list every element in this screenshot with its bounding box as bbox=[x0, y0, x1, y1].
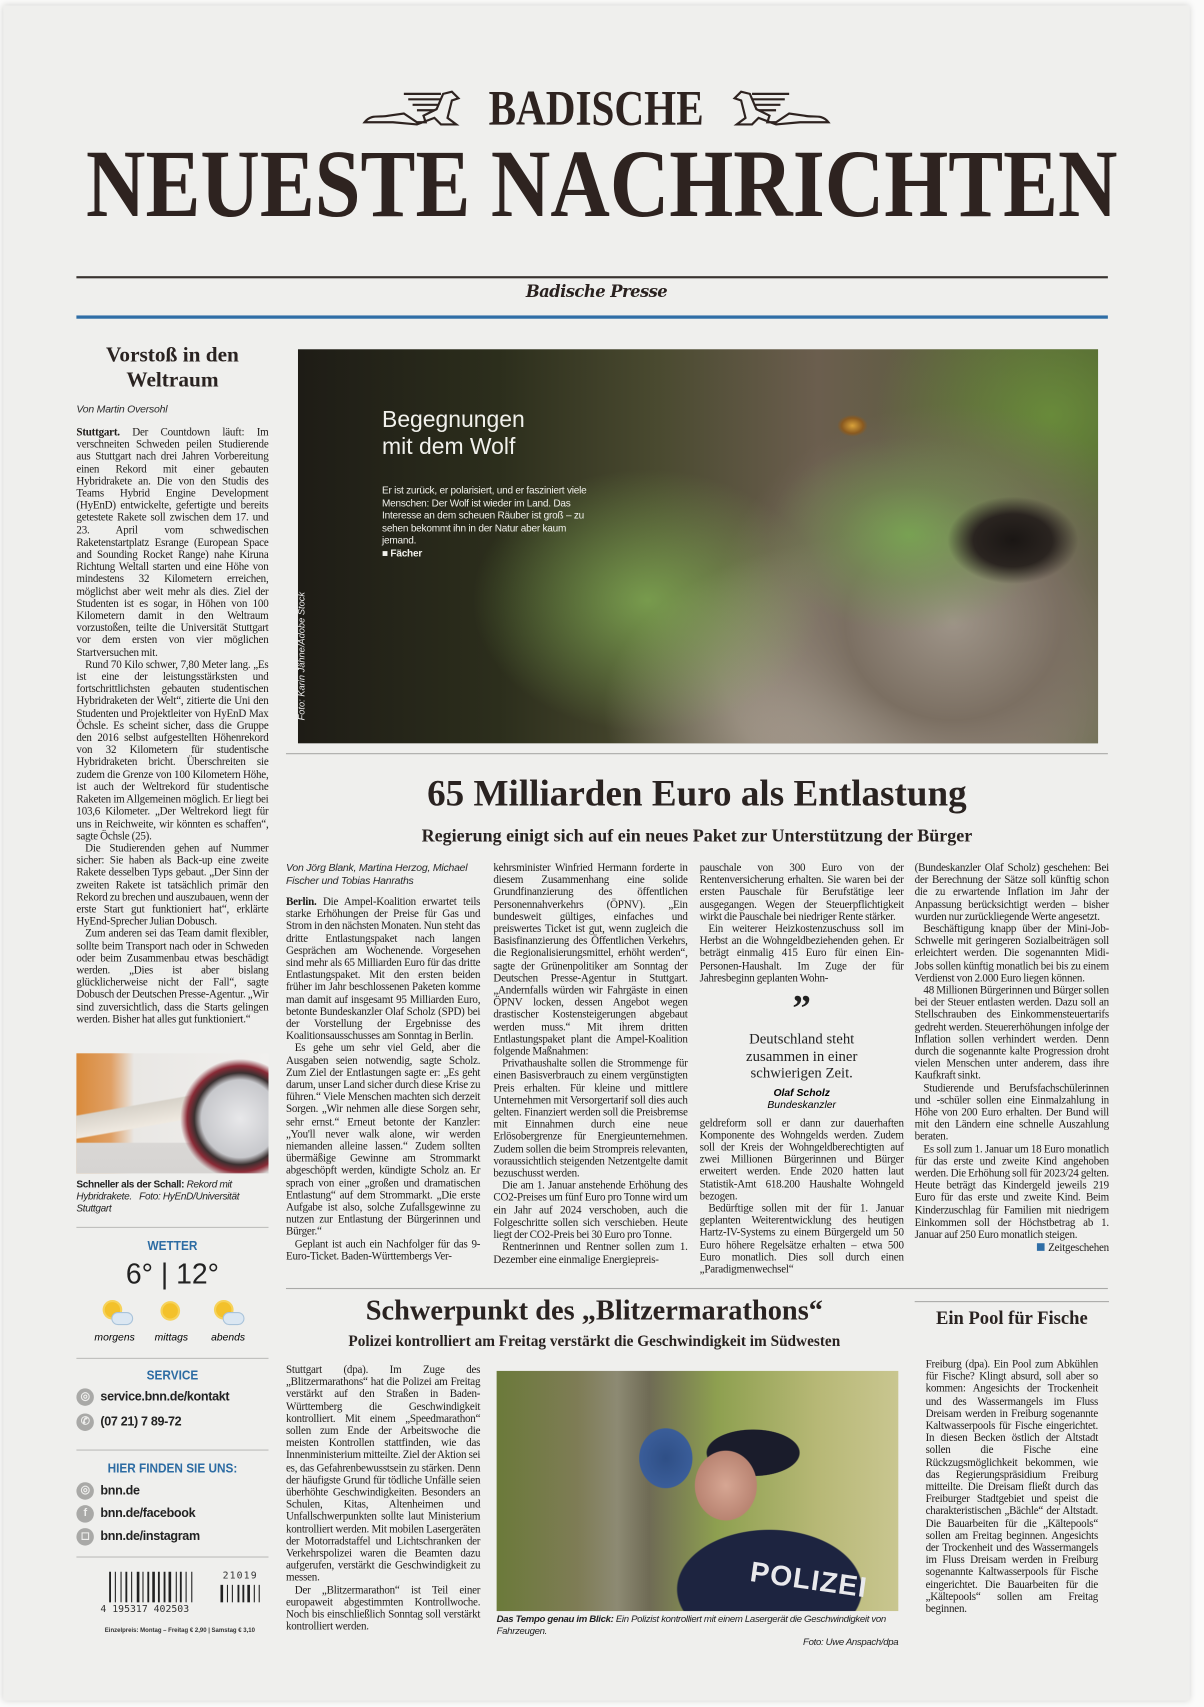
lead-column-1-text: Berlin. Die Ampel-Koalition erwartet teils starke Erhöhungen der Preise für Gas und Strom in den nächsten Monaten. Nun steht das dritte Entlastungspaket nach langen Gesprächen am Wochenende. Vorgesehen sind mehr als 65 Milliarden Euro für das dritte Entlastungspaket. Mit den ersten beiden früher im Jahr beschlossenen Paketen komme man damit auf insgesamt 95 Milliarden Euro, betonte Bundeskanzler Olaf Scholz (SPD) bei der Vorstellung der Ergebnisse des Koalitionsausschusses am Sonntag in Berlin. Es gehe um sehr viel Geld, aber die Ausgaben seien notwendig, sagte Scholz. Zum Ziel der Entlastungen sagte er: „Es geht darum, unser Land sicher durch diese Krise zu führen.“ Viele Menschen machten sich derzeit Sorgen. „Wir nehmen alle diese Sorgen sehr, sehr ernst.“ Erneut betonte der Kanzler: „You'll never walk alone, wir werden niemanden alleine lassen.“ Zudem sollten übermäßige Gewinne am Strommarkt abgeschöpft werden, kündigte Scholz an. Er sprach von einer „großen und dramatischen Entlastung“ auf dem Strommarkt. „Die erste Aufgabe ist also, solche Zufallsgewinne zu nutzen zur Entlastung der Bürgerinnen und Bürger.“ Geplant ist auch ein Nachfolger für das 9-Euro-Ticket. Baden-Württembergs Ver- bbox=[285, 896, 481, 1263]
wolf-teaser-title: Begegnungen mit dem Wolf bbox=[382, 407, 525, 460]
barcode-bar bbox=[254, 1585, 255, 1602]
wolf-photo-credit: Foto: Karin Jähne/Adobe Stock bbox=[295, 591, 307, 721]
price-info: Einzelpreis: Montag – Freitag € 2,90 | Samstag € 3,10 bbox=[104, 1627, 255, 1634]
globe-icon: ◎ bbox=[76, 1482, 93, 1499]
divider bbox=[76, 1556, 268, 1557]
left-article-body: Stuttgart. Der Countdown läuft: Im verschneiten Schweden peilen Studierende aus Stuttgart nach drei Jahren Vorbereitung einen Rekord mit einer gebauten Hybridrakete an. Die von den Studis des Teams Hybrid Engine Development (HyEnD) entwickelte, gefertigte und bereits getestete Rakete soll zwischen dem 17. und 23. April vom schwedischen Raketenstartplatz Esrange (European Space and Sounding Rocket Range) nahe Kiruna Richtung Weltall starten und eine Höhe von mindestens 32 Kilometern erreichen, möglichst aber weit mehr als dies. Ziel der Studenten ist es sogar, in Höhen von 100 Kilometern damit in den Weltraum vorzustoßen, teilte die Universität Stuttgart vor dem ersten von vier möglichen Startversuchen mit. Rund 70 Kilo schwer, 7,80 Meter lang. „Es ist eine der leistungsstärksten und fortschrittlichsten gebauten studentischen Hybridraketen der Welt“, zitierte die Uni den Studenten und Projektleiter von HyEnD Max Öchsle. Es scheint sicher, dass die Gruppe den 2016 selbst aufgestellten Höhenrekord von 32 Kilometern für studentische Hybridraketen bricht. Überschreiten sie zudem die Grenze von 100 Kilometern Höhe, ist auch der Weltrekord für studentische Raketen im Allgemeinen möglich. Er liegt bei 103,6 Kilometer. „Der Weltrekord liegt für uns in Reichweite, wir könnten es schaffen“, sagte Öchsle (25). Die Studierenden gehen auf Nummer sicher: Sie haben als Back-up eine zweite Rakete desselben Typs gebaut. „Der Sinn der zweiten Rakete ist tatsächlich primär den Rekord zu brechen und auszubauen, wenn der erste Start gut funktioniert hat“, erklärte HyEnd-Sprecher Julian Dobusch. Zum anderen sei das Team damit flexibler, sollte beim Transport nach oder in Schweden oder beim Zusammenbau etwas beschädigt werden. „Dies ist aber bislang glücklicherweise nicht der Fall“, sagte Dobusch der Deutschen Presse-Agentur. „Wir sind zuversichtlich, dass die Starts gelingen werden. Bisher hat alles gut funktioniert.“ bbox=[76, 426, 269, 1026]
instagram-icon: ◻ bbox=[76, 1528, 93, 1545]
barcode-bar bbox=[227, 1585, 228, 1602]
divider bbox=[915, 1301, 1109, 1302]
lead-headline: 65 Milliarden Euro als Entlastung bbox=[427, 773, 967, 815]
barcode-bar bbox=[158, 1572, 160, 1603]
barcode-bar bbox=[176, 1572, 177, 1603]
wolf-teaser-text: Er ist zurück, er polarisiert, und er fasziniert viele Menschen: Der Wolf ist wieder im Land. Das Interesse an dem scheuen Räuber ist groß – zu sehen bekommt ihn in der Natur aber kaum jemand. ■ Fächer bbox=[382, 485, 589, 561]
lead-column-1 bbox=[286, 862, 480, 1263]
find-us-title: HIER FINDEN SIE UNS: bbox=[107, 1460, 238, 1476]
lead-byline: Von Jörg Blank, Martina Herzog, Michael Fischer und Tobias Hanraths bbox=[285, 862, 468, 887]
wolf-teaser[interactable] bbox=[295, 349, 1098, 743]
barcode-bar bbox=[115, 1572, 116, 1603]
wolf-teaser-section: ■ Fächer bbox=[382, 547, 423, 559]
blitzer-body: Stuttgart (dpa). Im Zuge des „Blitzermarathons“ hat die Polizei am Freitag verstärkt auf den Straßen in Baden-Württemberg die Geschwindigkeit kontrolliert. Mit einem „Speedmarathon“ sollen zum Ende der Arbeitswoche die meisten Kontrollen stattfinden, wie das Innenministerium mitteilte. Ziel der Aktion sei es, das Gefahrenbewusstsein zu stärken. Denn der häufigste Grund für tödliche Unfälle seien überhöhte Geschwindigkeiten. Besonders an Schulen, Kitas, Altenheimen und Unfallschwerpunkten sollte laut Ministerium kontrolliert werden. Mit mobilen Lasergeräten der Motorradstaffel und Lichtschranken der Verkehrspolizei waren die Beamten dazu aufgerufen, verstärkt die Geschwindigkeit zu messen. Der „Blitzermarathon“ ist Teil einer europaweit abgestimmten Kontrollwoche. Noch bis einschließlich Sonntag soll verstärkt kontrolliert werden. bbox=[285, 1364, 481, 1634]
police-photo bbox=[497, 1371, 899, 1611]
masthead-rule bbox=[76, 276, 1107, 278]
barcode-bar bbox=[164, 1572, 166, 1603]
lead-column-3 bbox=[700, 862, 904, 1276]
quote-role: Bundeskanzler bbox=[767, 1098, 837, 1111]
service-phone[interactable]: ✆ (07 21) 7 89-72 bbox=[76, 1413, 181, 1430]
barcode-number: 4 195317 402503 bbox=[100, 1604, 190, 1616]
service-contact-link[interactable]: ◎ service.bnn.de/kontakt bbox=[76, 1388, 229, 1405]
divider bbox=[76, 1358, 268, 1359]
barcode-bar bbox=[137, 1572, 140, 1603]
section-tag[interactable]: Zeitgeschehen bbox=[915, 1242, 1109, 1254]
facebook-link[interactable]: f bnn.de/facebook bbox=[76, 1505, 195, 1522]
left-article-title: Vorstoß in den Weltraum bbox=[106, 343, 239, 392]
barcode-bar bbox=[186, 1572, 187, 1603]
barcode-bar bbox=[259, 1585, 260, 1602]
masthead-title: NEUESTE NACHRICHTEN bbox=[86, 132, 1118, 238]
sun-cloud-icon bbox=[96, 1299, 140, 1325]
barcode-bar bbox=[242, 1585, 244, 1602]
barcode-bar bbox=[169, 1572, 172, 1603]
divider bbox=[76, 1450, 268, 1451]
lead-column-4: (Bundeskanzler Olaf Scholz) geschehen: Bei der Berechnung der Sätze soll künftig schon die zu erwartende Inflation im Jahr der Anpassung berücksichtigt werden – bisher wurden nur zurückliegende Werte angesetzt. Beschäftigung knapp über der Mini-Job-Schwelle mit geringeren Sozialbeiträgen soll erleichtert werden. Die sogenannten Midi-Jobs sollen künftig monatlich bei bis zu einem Verdienst von 2.000 Euro liegen können. 48 Millionen Bürgerinnen und Bürger sollen bei der Steuer entlasten werden. Dazu soll an Stellschrauben des Einkommensteuertarifs gedreht werden. Steuererhöhungen infolge der Inflation sollen verhindert werden. Denn durch die sogenannte kalte Progression droht vielen Menschen unter anderem, dass ihre Kaufkraft sinkt. Studierende und Berufsfachschülerinnen und -schüler sollen eine Einmalzahlung in Höhe von 200 Euro erhalten. Der Bund will mit den Ländern eine schnelle Auszahlung beraten. Es soll zum 1. Januar um 18 Euro monatlich für das erste und zweite Kind angehoben werden. Die Erhöhung soll für 2023/24 gelten. Heute beträgt das Kindergeld jeweils 219 Euro für das erste und zweite Kind. Beim Kinderzuschlag für Familien mit niedrigem Einkommen soll der Höchstbetrag ab 1. Januar auf 250 Euro monatlich steigen. Zeitgeschehen bbox=[914, 862, 1109, 1255]
barcode-bar bbox=[232, 1585, 233, 1602]
quote-mark-icon: ” bbox=[792, 988, 811, 1030]
weather-period-morning: morgens bbox=[94, 1331, 135, 1344]
blitzer-headline: Schwerpunkt des „Blitzermarathons“ bbox=[365, 1294, 823, 1327]
rocket-caption: Schneller als der Schall: Rekord mit Hybridrakete. Foto: HyEnD/Universität Stuttgart bbox=[76, 1178, 240, 1214]
weather-period-evening: abends bbox=[211, 1331, 246, 1344]
barcode-bar bbox=[125, 1572, 127, 1603]
pool-body: Freiburg (dpa). Ein Pool zum Abkühlen für Fische? Klingt absurd, soll aber so kommen: Angesichts der Trockenheit und des Wassermangels im Fluss Dreisam werden in Freiburg sogenannte Kaltwasserpools für Fische eingerichtet. In diesen Becken östlich der Altstadt sollen die Fische eine Rückzugsmöglichkeit bekommen, wie das Regierungspräsidium Freiburg mitteilte. Die Dreisam fließt durch das Freiburger Stadtgebiet und speist die charakteristischen „Bächle“ der Altstadt. Die Bauarbeiten für die „Kältepools“ sollen am Freitag beginnen. Angesichts der Trockenheit und des Wassermangels im Fluss Dreisam werden in Freiburg sogenannte Kaltwasserpools für Fische eingerichtet. Die Bauarbeiten für die „Kältepools“ sollen am Freitag beginnen. bbox=[925, 1358, 1099, 1616]
globe-icon: ◎ bbox=[76, 1388, 93, 1405]
instagram-link[interactable]: ◻ bnn.de/instagram bbox=[76, 1528, 199, 1545]
quote-author: Olaf Scholz bbox=[773, 1086, 830, 1099]
police-caption: Das Tempo genau im Blick: Ein Polizist kontrolliert mit einem Lasergerät die Geschwindigkeit von Fahrzeugen. Foto: Uwe Anspach/dpa bbox=[496, 1613, 899, 1648]
barcode-bar bbox=[109, 1572, 111, 1603]
barcode-addon-number: 21019 bbox=[222, 1570, 258, 1582]
left-article-byline: Von Martin Oversohl bbox=[76, 403, 168, 416]
subbrand-logo: Badische Presse bbox=[525, 281, 668, 302]
blitzer-subheadline: Polizei kontrolliert am Freitag verstärkt die Geschwindigkeit im Südwesten bbox=[348, 1333, 841, 1351]
square-icon bbox=[1037, 1244, 1045, 1252]
barcode-bar bbox=[238, 1585, 240, 1602]
barcode-bar bbox=[147, 1572, 149, 1603]
lead-subheadline: Regierung einigt sich auf ein neues Paket zur Unterstützung der Bürger bbox=[421, 825, 973, 846]
barcode-bar bbox=[220, 1585, 223, 1602]
pool-title: Ein Pool für Fische bbox=[935, 1307, 1088, 1329]
barcode-bar bbox=[152, 1572, 155, 1603]
sun-cloud-icon bbox=[211, 1299, 255, 1325]
divider bbox=[76, 1227, 268, 1228]
barcode-bar bbox=[180, 1572, 182, 1603]
service-title: SERVICE bbox=[146, 1367, 199, 1383]
barcode-bar bbox=[121, 1572, 122, 1603]
masthead-blue-rule bbox=[76, 315, 1107, 318]
barcode-bar bbox=[247, 1585, 250, 1602]
barcode-bar bbox=[131, 1572, 132, 1603]
barcode-addon bbox=[220, 1585, 270, 1602]
website-link[interactable]: ◎ bnn.de bbox=[76, 1482, 139, 1499]
quote-text: Deutschland steht zusammen in einer schwierigen Zeit. bbox=[746, 1030, 858, 1081]
facebook-icon: f bbox=[76, 1505, 93, 1522]
divider bbox=[286, 1288, 1108, 1289]
phone-icon: ✆ bbox=[76, 1413, 93, 1430]
barcode bbox=[109, 1572, 207, 1603]
police-photo-credit: Foto: Uwe Anspach/dpa bbox=[803, 1636, 899, 1648]
lead-column-3-top: pauschale von 300 Euro von der Rentenversicherung erhalten. Sie waren bei der ersten Pauschale für Berufstätige leer ausgegangen. Wegen der Steuerpflichtigkeit wirkt die Pauschale bei niedriger Rente stärker. Ein weiterer Heizkostenzuschuss soll im Herbst an die Wohngeldbeziehenden gehen. Er beträgt einmalig 415 Euro für einen Ein-Personen-Haushalt. Im Zuge der für Jahresbeginn geplanten Wohn- bbox=[699, 862, 904, 985]
divider bbox=[286, 753, 1108, 754]
barcode-bar bbox=[142, 1572, 143, 1603]
rocket-photo bbox=[76, 1053, 268, 1173]
weather-temperatures: 6° | 12° bbox=[125, 1257, 220, 1291]
masthead-line1: BADISCHE bbox=[488, 79, 705, 136]
weather-title: WETTER bbox=[147, 1237, 198, 1254]
polizei-lettering: POLIZEI bbox=[748, 1554, 870, 1604]
pull-quote bbox=[719, 988, 884, 1111]
barcode-bar bbox=[191, 1572, 192, 1603]
lead-column-3-bottom: geldreform soll er dann zur dauerhaften Komponente des Wohngelds werden. Zudem soll der Kreis der Wohngeldberechtigten auf zwei Millionen Bürgerinnen und Bürger erweitert werden. Ende 2020 hatten laut Statistik-Amt 618.200 Haushalte Wohngeld bezogen. Bedürftige sollen mit der für 1. Januar geplanten Weiterentwicklung des heutigen Hartz-IV-Systems zu einem Bürgergeld um 50 Euro höhere Regelsätze erhalten – etwa 500 Euro monatlich. Dies soll durch einen „Paradigmenwechsel“ bbox=[699, 1117, 904, 1276]
weather-period-noon: mittags bbox=[154, 1331, 189, 1344]
lead-column-2: kehrsminister Winfried Hermann forderte in diesem Zusammenhang eine solide Grundfinanzierung des öffentlichen Personennahverkehrs (ÖPNV). „Ein bundesweit gültiges, einfaches und preiswertes Ticket ist gut, wenn zugleich die Basisfinanzierung des Öffentlichen Verkehrs, die Regionalisierungsmittel, erhöht werden“, sagte der Grünenpolitiker am Sonntag der Deutschen Presse-Agentur in Stuttgart. „Andernfalls würden wir Fahrgäste in einen ÖPNV locken, dessen Angebot wegen drastischer Kostensteigerungen abgebaut werden muss.“ Mit ihrem dritten Entlastungspaket plant die Ampel-Koalition folgende Maßnahmen: Privathaushalte sollen die Strommenge für einen Basisverbrauch zu einem vergünstigten Preis erhalten. Für kleine und mittlere Unternehmen mit Versorgertarif soll dies auch gelten. Finanziert werden soll die Preisbremse mit Einnahmen durch eine neue Erlösobergrenze für Energieunternehmen. Zudem sollen die beim Strompreis relevanten, voraussichtlich steigenden Netzentgelte damit bezuschusst werden. Die am 1. Januar anstehende Erhöhung des CO2-Preises um fünf Euro pro Tonne wird um ein Jahr auf 2024 verschoben, auch die Folgeschritte sollen sich verschieben. Heute liegt der CO2-Preis bei 30 Euro pro Tonne. Rentnerinnen und Rentner sollen zum 1. Dezember eine einmalige Energiepreis- bbox=[493, 862, 688, 1266]
sun-icon bbox=[155, 1299, 188, 1325]
